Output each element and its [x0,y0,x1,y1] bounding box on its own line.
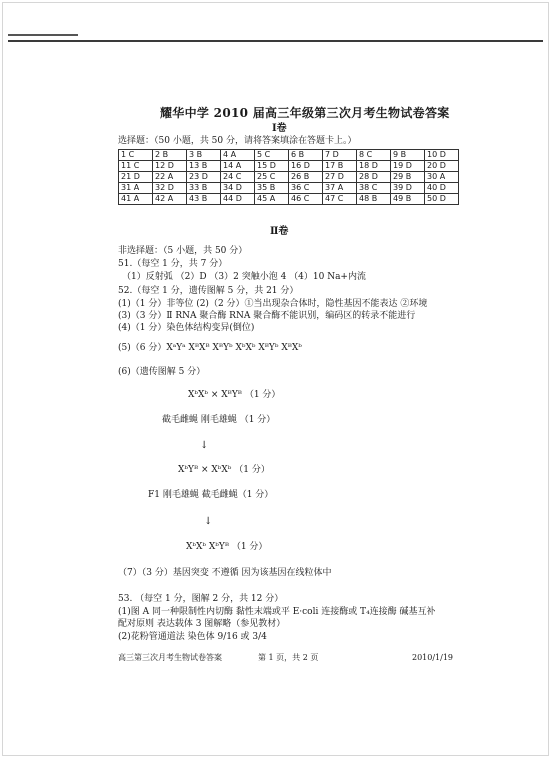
answer-cell: 36 C [289,183,323,194]
answer-cell: 10 D [425,150,459,161]
answer-table [118,149,459,205]
answer-cell: 45 A [255,194,289,205]
answer-cell: 13 B [187,161,221,172]
answer-cell: 43 B [187,194,221,205]
answer-cell: 40 D [425,183,459,194]
answer-cell: 30 A [425,172,459,183]
parent-phenotypes: 截毛雌蝇 刚毛雄蝇 （1 分） [162,415,276,425]
answer-cell: 18 D [357,161,391,172]
exam-title: 耀华中学 2010 届高三年级第三次月考生物试卷答案 [160,106,450,120]
footer-date: 2010/1/19 [412,653,454,662]
answer-cell: 32 D [153,183,187,194]
answer-cell: 21 D [119,172,153,183]
f1-phenotypes: F1 刚毛雄蝇 截毛雌蝇（1 分） [148,490,274,500]
q52-part3: (3)（3 分）Ⅱ RNA 聚合酶 RNA 聚合酶不能识别，编码区的转录不能进行 [118,311,416,321]
cross-f2: XᵇXᵇ XᵇYᴮ （1 分） [186,542,268,552]
answer-cell: 2 B [153,150,187,161]
answer-cell: 41 A [119,194,153,205]
answer-cell: 19 D [391,161,425,172]
answer-cell: 35 B [255,183,289,194]
cross-f1: XᵇYᴮ × XᵇXᵇ （1 分） [178,465,270,475]
down-arrow-icon: ↓ [200,440,209,451]
q52-part5: (5)（6 分）XᵃYᵃ XᴮXᴮ XᴮYᵇ XᵇXᵇ XᴮYᵇ XᴮXᵇ [118,343,302,353]
answer-cell: 8 C [357,150,391,161]
q53-part1: (1)图 A 同一种限制性内切酶 黏性末端或平 E·coli 连接酶或 T₄连接酶 碱基互补 [118,607,436,617]
answer-cell: 1 C [119,150,153,161]
answer-cell: 26 B [289,172,323,183]
answer-cell: 46 C [289,194,323,205]
q53-part1-cont: 配对原则 表达载体 3 图解略（参见教材） [118,619,286,629]
answer-cell: 49 B [391,194,425,205]
answer-cell: 38 C [357,183,391,194]
section1-label: Ⅰ卷 [272,123,287,134]
answer-cell: 24 C [221,172,255,183]
answer-cell: 22 A [153,172,187,183]
answer-cell: 29 B [391,172,425,183]
q51-header: 51.（每空 1 分，共 7 分） [118,259,228,269]
answer-cell: 6 B [289,150,323,161]
answer-cell: 37 A [323,183,357,194]
answer-cell: 28 D [357,172,391,183]
answer-cell: 17 B [323,161,357,172]
answer-cell: 3 B [187,150,221,161]
down-arrow-icon: ↓ [204,516,213,527]
footer-title: 高三第三次月考生物试卷答案 [118,653,222,662]
q51-answer: （1）反射弧 （2）D （3）2 突触小泡 4 （4）10 Na+内流 [122,272,366,282]
answer-cell: 27 D [323,172,357,183]
answer-row [119,194,459,205]
q53-header: 53. （每空 1 分，图解 2 分，共 12 分） [118,594,284,604]
answer-cell: 47 C [323,194,357,205]
answer-row [119,161,459,172]
answer-cell: 5 C [255,150,289,161]
answer-cell: 25 C [255,172,289,183]
answer-row [119,172,459,183]
q52-part6: (6)（遗传图解 5 分） [118,367,206,377]
answer-cell: 31 A [119,183,153,194]
q52-header: 52.（每空 1 分，遗传图解 5 分，共 21 分） [118,286,299,296]
answer-row [119,183,459,194]
answer-cell: 44 D [221,194,255,205]
answer-cell: 23 D [187,172,221,183]
answer-cell: 42 A [153,194,187,205]
answer-cell: 12 D [153,161,187,172]
answer-cell: 9 B [391,150,425,161]
scan-border-line [8,40,543,42]
answer-cell: 48 B [357,194,391,205]
q52-part4: (4)（1 分）染色体结构变异(倒位) [118,323,255,333]
answer-cell: 33 B [187,183,221,194]
answer-cell: 34 D [221,183,255,194]
answer-cell: 7 D [323,150,357,161]
q52-part7: （7）（3 分）基因突变 不遵循 因为该基因在线粒体中 [118,568,332,578]
answer-cell: 4 A [221,150,255,161]
section2-label: Ⅱ卷 [270,226,289,237]
section2-intro: 非选择题：（5 小题，共 50 分） [118,246,248,256]
answer-cell: 14 A [221,161,255,172]
q53-part2: (2)花粉管通道法 染色体 9/16 或 3/4 [118,632,267,642]
section1-intro: 选择题：（50 小题，共 50 分，请将答案填涂在答题卡上。） [118,136,357,146]
answer-cell: 50 D [425,194,459,205]
q52-part1-2: (1)（1 分）非等位 (2)（2 分）①当出现杂合体时，隐性基因不能表达 ②环境 [118,299,428,309]
cross-parents: XᵇXᵇ × XᴮYᴮ （1 分） [188,390,281,400]
answer-cell: 15 D [255,161,289,172]
answer-cell: 20 D [425,161,459,172]
answer-cell: 16 D [289,161,323,172]
footer-page-number: 第 1 页，共 2 页 [258,653,319,662]
answer-row [119,150,459,161]
answer-cell: 11 C [119,161,153,172]
answer-cell: 39 D [391,183,425,194]
